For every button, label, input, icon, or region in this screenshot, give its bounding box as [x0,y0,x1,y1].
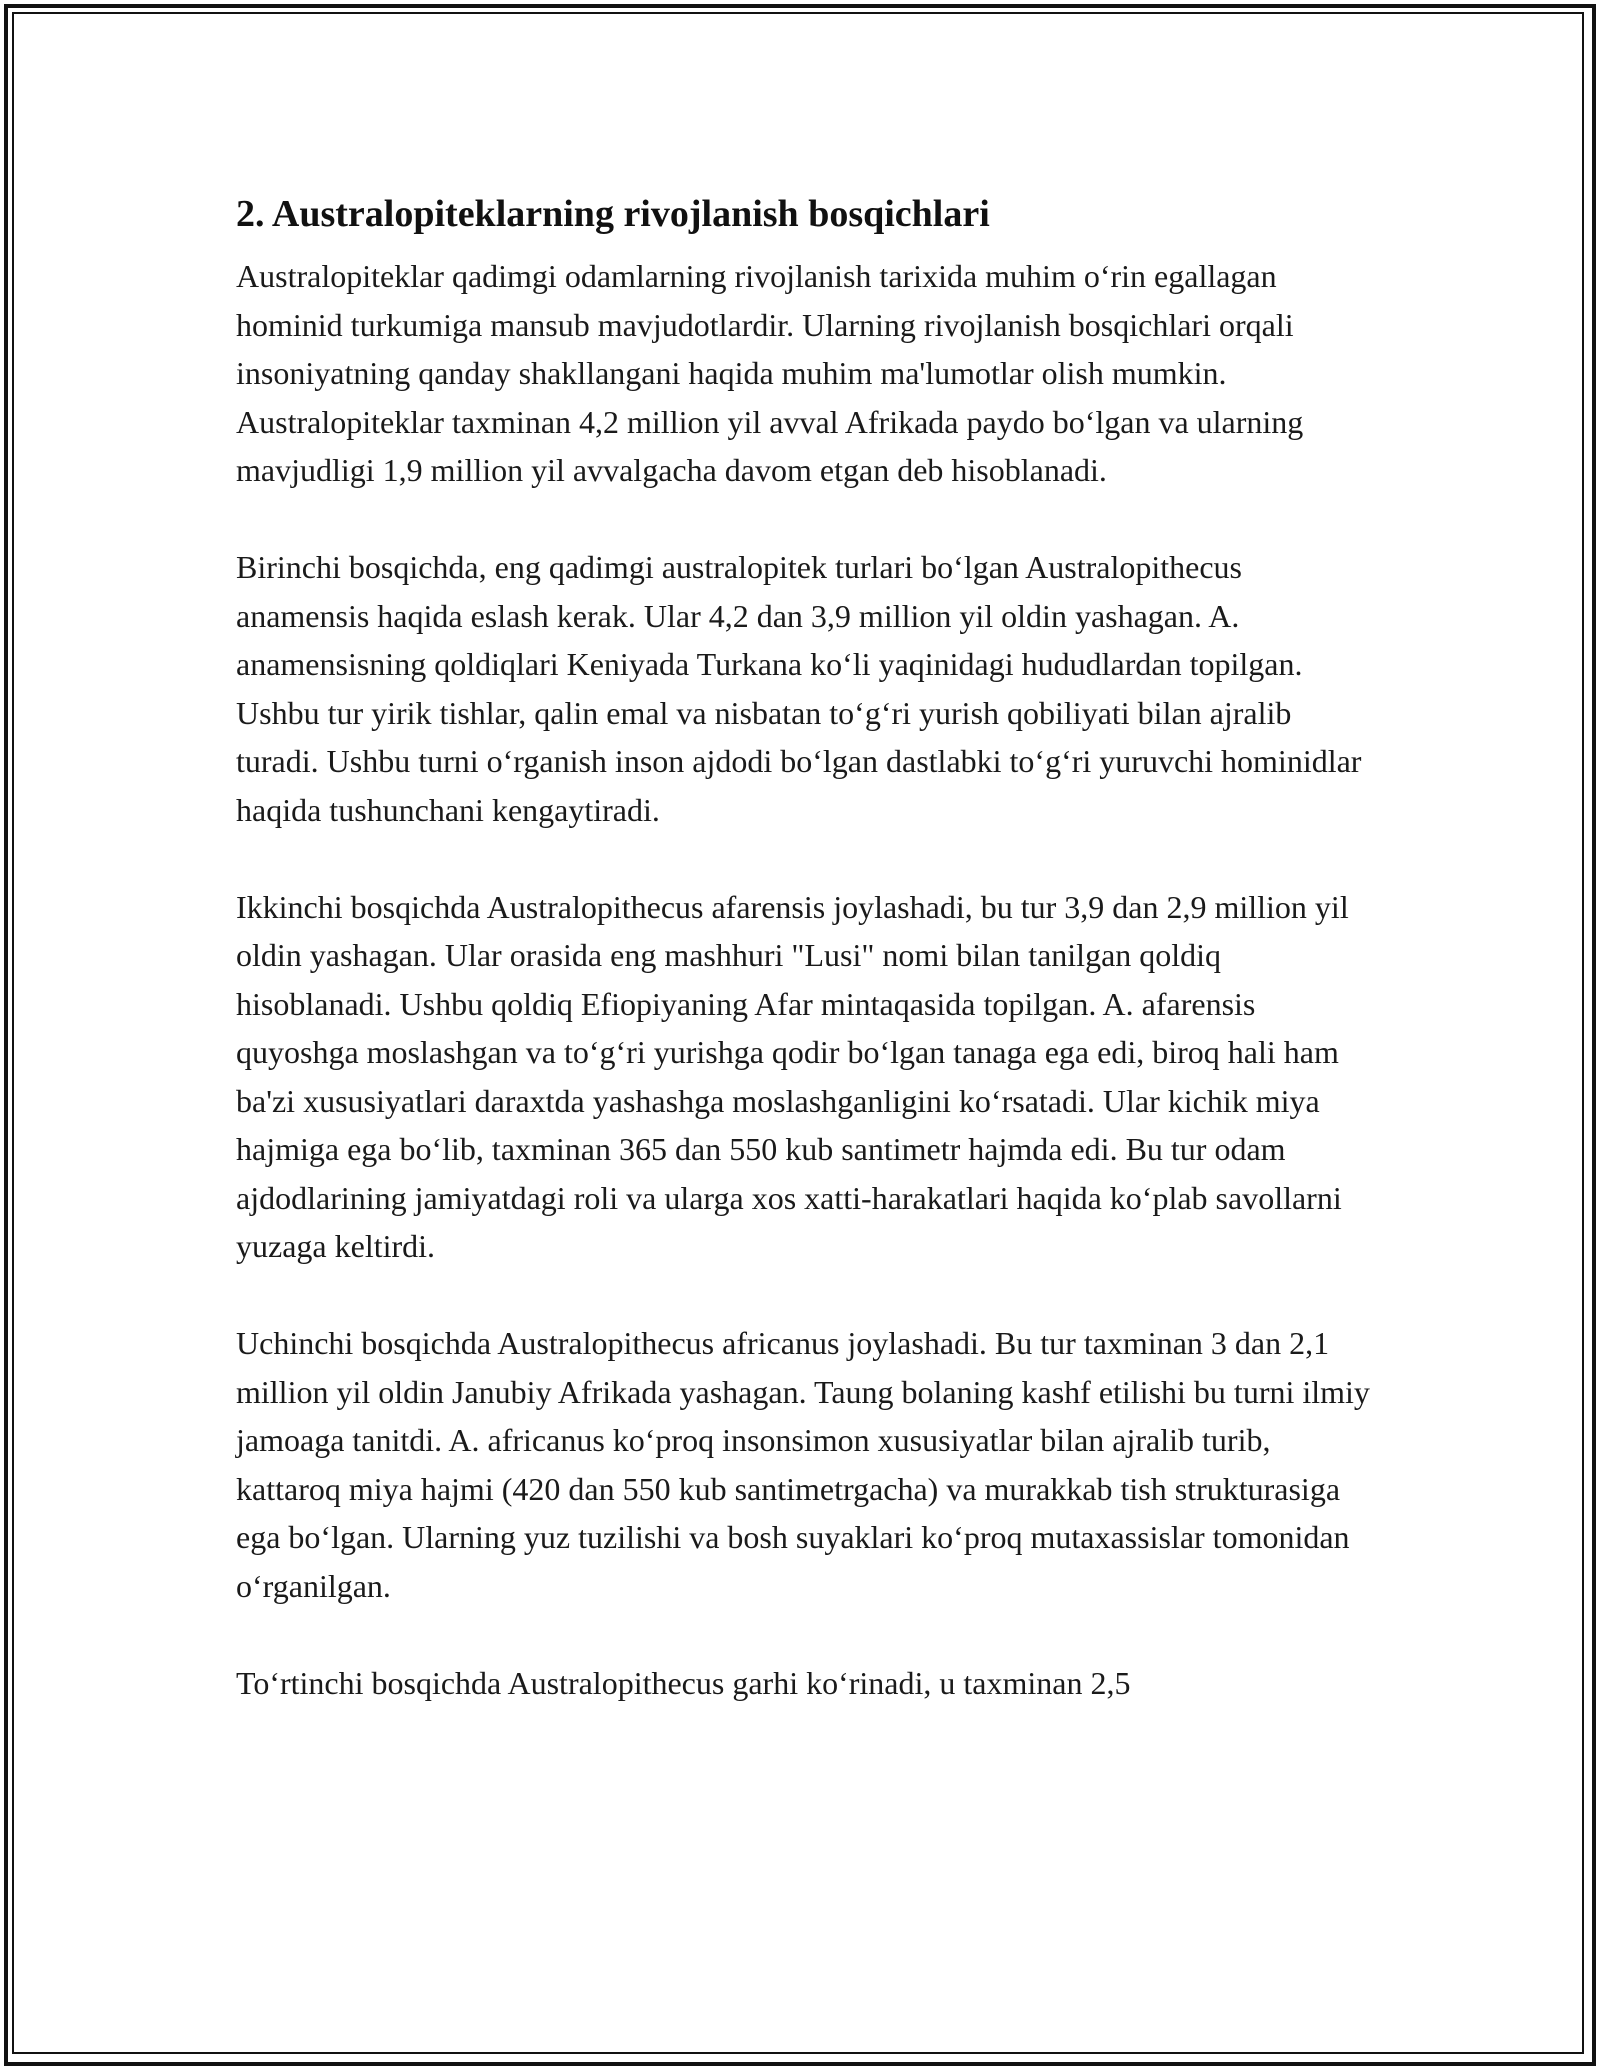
document-body [236,186,1376,1756]
paragraph-stage-2: Ikkinchi bosqichda Australopithecus afarensis joylashadi, bu tur 3,9 dan 2,9 million yil oldin yashagan. Ular orasida eng mashhuri "Lusi" nomi bilan tanilgan qoldiq hisoblanadi. Ushbu qoldiq Efiopiyaning Afar mintaqasida topilgan. A. afarensis quyoshga moslashgan va to‘g‘ri yurishga qodir bo‘lgan tanaga ega edi, biroq hali ham ba'zi xususiyatlari daraxtda yashashga moslashganligini ko‘rsatadi. Ular kichik miya hajmiga ega bo‘lib, taxminan 365 dan 550 kub santimetr hajmda edi. Bu tur odam ajdodlarining jamiyatdagi roli va ularga xos xatti-harakatlari haqida ko‘plab savollarni yuzaga keltirdi. [236,888,1349,1264]
paragraph-stage-4: To‘rtinchi bosqichda Australopithecus garhi ko‘rinadi, u taxminan 2,5 [236,1664,1131,1701]
paragraph-stage-3: Uchinchi bosqichda Australopithecus africanus joylashadi. Bu tur taxminan 3 dan 2,1 million yil oldin Janubiy Afrikada yashagan. Taung bolaning kashf etilishi bu turni ilmiy jamoaga tanitdi. A. africanus ko‘proq insonsimon xususiyatlar bilan ajralib turib, kattaroq miya hajmi (420 dan 550 kub santimetrgacha) va murakkab tish strukturasiga ega bo‘lgan. Ularning yuz tuzilishi va bosh suyaklari ko‘proq mutaxassislar tomonidan o‘rganilgan. [236,1325,1370,1604]
paragraph-intro: Australopiteklar qadimgi odamlarning rivojlanish tarixida muhim o‘rin egallagan hominid turkumiga mansub mavjudotlardir. Ularning rivojlanish bosqichlari orqali insoniyatning qanday shakllangani haqida muhim ma'lumotlar olish mumkin. Australopiteklar taxminan 4,2 million yil avval Afrikada paydo bo‘lgan va ularning mavjudligi 1,9 million yil avvalgacha davom etgan deb hisoblanadi. [236,258,1304,488]
paragraph-stage-1: Birinchi bosqichda, eng qadimgi australopitek turlari bo‘lgan Australopithecus anamensis haqida eslash kerak. Ular 4,2 dan 3,9 million yil oldin yashagan. A. anamensisning qoldiqlari Keniyada Turkana ko‘li yaqinidagi hududlardan topilgan. Ushbu tur yirik tishlar, qalin emal va nisbatan to‘g‘ri yurish qobiliyati bilan ajralib turadi. Ushbu turni o‘rganish inson ajdodi bo‘lgan dastlabki to‘g‘ri yuruvchi hominidlar haqida tushunchani kengaytiradi. [236,549,1362,828]
section-heading: 2. Australopiteklarning rivojlanish bosqichlari [236,193,990,235]
